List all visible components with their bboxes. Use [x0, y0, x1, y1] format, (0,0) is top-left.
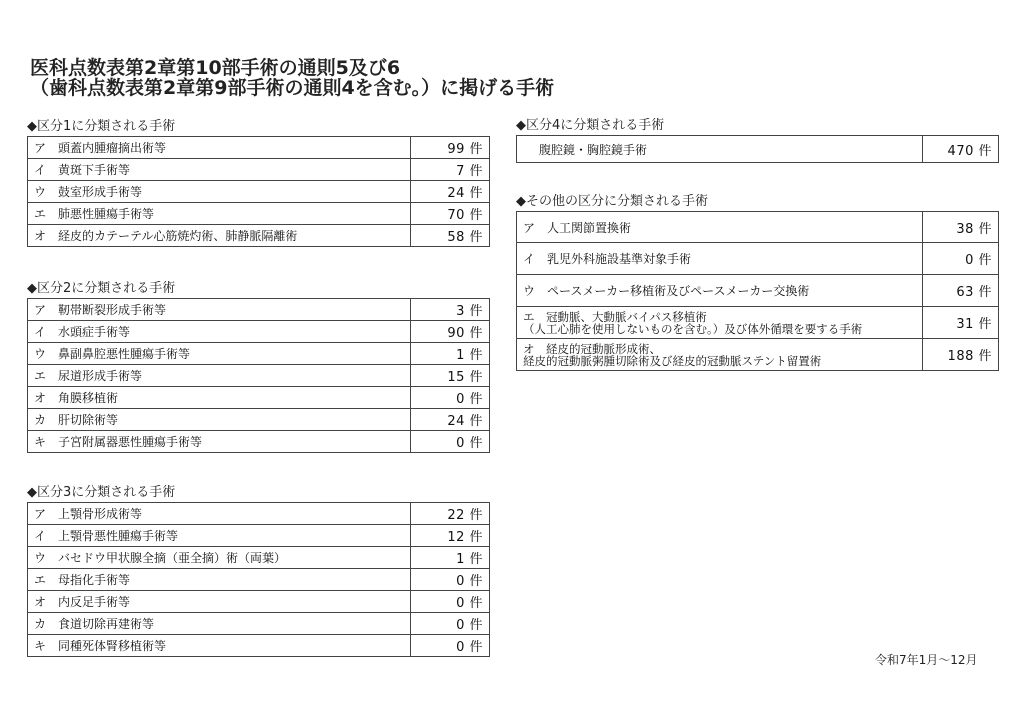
surgery-count: 1 件 [411, 343, 490, 365]
table-row [517, 136, 999, 163]
surgery-name: イ 乳児外科施設基準対象手術 [517, 243, 923, 275]
surgery-count: 0 件 [411, 387, 490, 409]
surgery-count: 0 件 [411, 431, 490, 453]
surgery-name: ウ ペースメーカー移植術及びペースメーカー交換術 [517, 275, 923, 307]
title-line-2: （歯科点数表第2章第9部手術の通則4を含む。）に掲げる手術 [30, 77, 555, 99]
title-line-1: 医科点数表第2章第10部手術の通則5及び6 [30, 57, 401, 79]
surgery-count: 7 件 [411, 159, 490, 181]
surgery-count: 0 件 [411, 569, 490, 591]
surgery-name: ウ 鼓室形成手術等 [28, 181, 411, 203]
surgery-count: 0 件 [411, 613, 490, 635]
surgery-name: エ 肺悪性腫瘍手術等 [28, 203, 411, 225]
surgery-name: 腹腔鏡・胸腔鏡手術 [517, 136, 923, 163]
surgery-count: 38 件 [923, 212, 999, 243]
table-row [28, 365, 490, 387]
surgery-name: カ 食道切除再建術等 [28, 613, 411, 635]
section-heading: ◆その他の区分に分類される手術 [516, 194, 708, 209]
surgery-name: エ 尿道形成手術等 [28, 365, 411, 387]
surgery-table [27, 298, 490, 453]
surgery-name: オ 内反足手術等 [28, 591, 411, 613]
page-title [30, 58, 730, 98]
section-category-1 [27, 117, 490, 247]
table-row [28, 547, 490, 569]
table-row [28, 387, 490, 409]
surgery-table [27, 136, 490, 247]
surgery-count: 63 件 [923, 275, 999, 307]
surgery-count: 31 件 [923, 307, 999, 339]
surgery-count: 0 件 [923, 243, 999, 275]
surgery-name: キ 子宮附属器悪性腫瘍手術等 [28, 431, 411, 453]
surgery-count: 1 件 [411, 547, 490, 569]
surgery-table [27, 502, 490, 657]
table-row [517, 243, 999, 275]
surgery-name-line-2: 経皮的冠動脈粥腫切除術及び経皮的冠動脈ステント留置術 [523, 353, 822, 368]
section-heading: ◆区分4に分類される手術 [516, 118, 665, 133]
table-row [28, 431, 490, 453]
period-note: 令和7年1月～12月 [875, 653, 978, 667]
surgery-name: ウ 鼻副鼻腔悪性腫瘍手術等 [28, 343, 411, 365]
section-category-2 [27, 279, 490, 453]
surgery-count: 188 件 [923, 339, 999, 371]
table-row [28, 525, 490, 547]
surgery-count: 12 件 [411, 525, 490, 547]
surgery-name: オ 角膜移植術 [28, 387, 411, 409]
surgery-name: ア 人工関節置換術 [517, 212, 923, 243]
surgery-name-line-1: エ 冠動脈、大動脈バイパス移植術 [523, 309, 707, 324]
table-row [28, 591, 490, 613]
section-heading: ◆区分1に分類される手術 [27, 119, 176, 134]
surgery-name: キ 同種死体腎移植術等 [28, 635, 411, 657]
surgery-table [516, 211, 999, 371]
surgery-name: イ 水頭症手術等 [28, 321, 411, 343]
table-row [28, 299, 490, 321]
surgery-name [517, 307, 923, 339]
table-row [28, 635, 490, 657]
surgery-count: 0 件 [411, 591, 490, 613]
surgery-name: イ 上顎骨悪性腫瘍手術等 [28, 525, 411, 547]
surgery-name: オ 経皮的カテーテル心筋焼灼術、肺静脈隔離術 [28, 225, 411, 247]
table-row [28, 137, 490, 159]
table-row [28, 181, 490, 203]
surgery-name: エ 母指化手術等 [28, 569, 411, 591]
surgery-count: 99 件 [411, 137, 490, 159]
surgery-count: 24 件 [411, 409, 490, 431]
section-other [516, 192, 999, 371]
section-category-3 [27, 483, 490, 657]
table-row [28, 343, 490, 365]
table-row [28, 225, 490, 247]
table-row [517, 307, 999, 339]
table-row [28, 409, 490, 431]
table-row [28, 159, 490, 181]
surgery-name [517, 339, 923, 371]
table-row [28, 503, 490, 525]
table-row [28, 321, 490, 343]
surgery-name: ア 上顎骨形成術等 [28, 503, 411, 525]
surgery-table [516, 135, 999, 163]
surgery-name: ウ バセドウ甲状腺全摘（亜全摘）術（両葉） [28, 547, 411, 569]
surgery-name-line-2: （人工心肺を使用しないものを含む。）及び体外循環を要する手術 [523, 321, 863, 336]
table-row [517, 212, 999, 243]
surgery-name: ア 頭蓋内腫瘤摘出術等 [28, 137, 411, 159]
table-row [517, 275, 999, 307]
section-heading: ◆区分3に分類される手術 [27, 485, 176, 500]
table-row [28, 569, 490, 591]
surgery-count: 22 件 [411, 503, 490, 525]
table-row [28, 613, 490, 635]
surgery-count: 24 件 [411, 181, 490, 203]
surgery-count: 0 件 [411, 635, 490, 657]
surgery-count: 15 件 [411, 365, 490, 387]
surgery-count: 70 件 [411, 203, 490, 225]
surgery-name-line-1: オ 経皮的冠動脈形成術、 [523, 341, 661, 356]
table-row [28, 203, 490, 225]
surgery-name: カ 肝切除術等 [28, 409, 411, 431]
surgery-name: イ 黄斑下手術等 [28, 159, 411, 181]
surgery-count: 3 件 [411, 299, 490, 321]
section-category-4 [516, 116, 999, 163]
surgery-count: 90 件 [411, 321, 490, 343]
surgery-count: 58 件 [411, 225, 490, 247]
surgery-name: ア 靭帯断裂形成手術等 [28, 299, 411, 321]
section-heading: ◆区分2に分類される手術 [27, 281, 176, 296]
surgery-count: 470 件 [923, 136, 999, 163]
table-row [517, 339, 999, 371]
